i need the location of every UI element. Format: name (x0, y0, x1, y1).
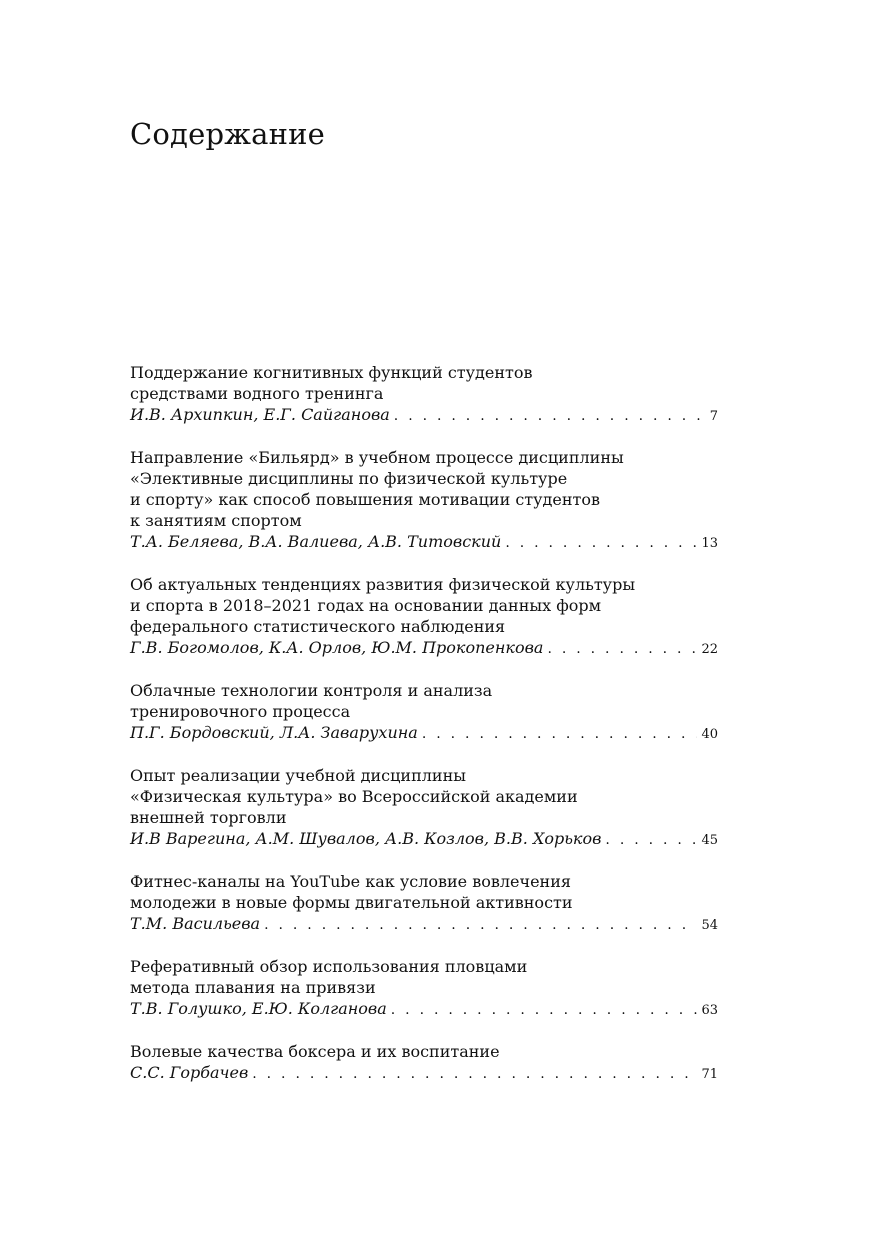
dot-leader (601, 830, 697, 851)
toc-entry-title-line: Фитнес-каналы на YouTube как условие вовлечения (130, 872, 571, 891)
toc-entry[interactable] (130, 574, 718, 660)
toc-entry-page-number[interactable]: 71 (701, 1067, 718, 1082)
toc-entry-authors: С.С. Горбачев (130, 1063, 249, 1082)
toc-entry[interactable] (130, 956, 718, 1021)
toc-author-line (130, 998, 718, 1021)
toc-entry-title-line: молодежи в новые формы двигательной активности (130, 893, 573, 912)
toc-entry-page-number[interactable]: 45 (701, 833, 718, 848)
toc-entry-authors: Т.В. Голушко, Е.Ю. Колганова (130, 999, 387, 1018)
toc-entry-title-line: Направление «Бильярд» в учебном процессе дисциплины (130, 448, 624, 467)
toc-entry[interactable] (130, 680, 718, 745)
toc-entry-title-line: «Элективные дисциплины по физической культуре (130, 469, 568, 488)
toc-entry-title-line: Облачные технологии контроля и анализа (130, 681, 493, 700)
table-of-contents (130, 362, 718, 1105)
toc-author-line (130, 913, 718, 936)
toc-author-line (130, 404, 718, 427)
toc-entry-title-line: и спорту» как способ повышения мотивации студентов (130, 490, 601, 509)
toc-entry-title-line: «Физическая культура» во Всероссийской академии (130, 787, 578, 806)
toc-entry-authors: И.В Варегина, А.М. Шувалов, А.В. Козлов, В.В. Хорьков (130, 829, 602, 848)
toc-entry-page-number[interactable]: 54 (701, 918, 718, 933)
toc-entry-title-line: средствами водного тренинга (130, 384, 384, 403)
toc-entry-page-number[interactable]: 40 (701, 727, 718, 742)
toc-entry-title-line: федерального статистического наблюдения (130, 617, 506, 636)
toc-entry-authors: И.В. Архипкин, Е.Г. Сайганова (130, 405, 390, 424)
toc-entry-title-line: Поддержание когнитивных функций студентов (130, 363, 533, 382)
dot-leader (418, 724, 698, 745)
toc-entry-title-line: внешней торговли (130, 808, 287, 827)
toc-entry[interactable] (130, 362, 718, 427)
dot-leader (260, 915, 697, 936)
toc-entry[interactable] (130, 871, 718, 936)
dot-leader (248, 1064, 697, 1085)
dot-leader (387, 1000, 698, 1021)
toc-author-line (130, 828, 718, 851)
toc-entry-title-line: Об актуальных тенденциях развития физической культуры (130, 575, 636, 594)
toc-author-line (130, 637, 718, 660)
toc-author-line (130, 722, 718, 745)
toc-entry-title-line: тренировочного процесса (130, 702, 351, 721)
toc-author-line (130, 531, 718, 554)
toc-entry-authors: Г.В. Богомолов, К.А. Орлов, Ю.М. Прокопенкова (130, 638, 544, 657)
toc-entry[interactable] (130, 1041, 718, 1085)
toc-entry-page-number[interactable]: 22 (701, 642, 718, 657)
toc-entry-page-number[interactable]: 13 (701, 536, 718, 551)
dot-leader (543, 639, 697, 660)
toc-entry-title-line: метода плавания на привязи (130, 978, 376, 997)
toc-entry-page-number[interactable]: 7 (709, 409, 718, 424)
toc-entry-title-line: Волевые качества боксера и их воспитание (130, 1042, 500, 1061)
toc-entry-title-line: к занятиям спортом (130, 511, 302, 530)
toc-author-line (130, 1062, 718, 1085)
toc-entry-authors: Т.М. Васильева (130, 914, 261, 933)
toc-entry[interactable] (130, 765, 718, 851)
toc-entry[interactable] (130, 447, 718, 554)
toc-entry-page-number[interactable]: 63 (701, 1003, 718, 1018)
dot-leader (390, 406, 706, 427)
toc-entry-title-line: и спорта в 2018–2021 годах на основании данных форм (130, 596, 602, 615)
toc-entry-title-line: Опыт реализации учебной дисциплины (130, 766, 466, 785)
dot-leader (501, 533, 697, 554)
toc-entry-authors: Т.А. Беляева, В.А. Валиева, А.В. Титовский (130, 532, 502, 551)
toc-entry-title-line: Реферативный обзор использования пловцами (130, 957, 528, 976)
toc-entry-authors: П.Г. Бордовский, Л.А. Заварухина (130, 723, 418, 742)
page-title: Содержание (130, 117, 326, 151)
